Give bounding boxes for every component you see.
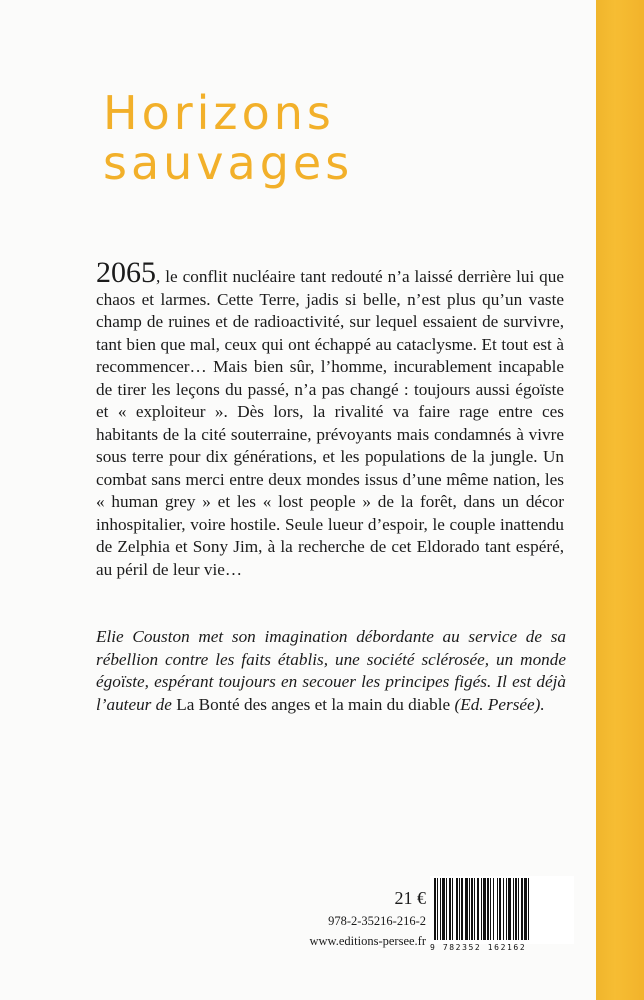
barcode-bar — [515, 878, 517, 940]
barcode-bar — [434, 878, 436, 940]
title-line-2: sauvages — [103, 136, 354, 190]
synopsis-year: 2065 — [96, 256, 156, 289]
barcode-bar — [469, 878, 470, 940]
barcode-bar — [521, 878, 523, 940]
barcode-bar — [499, 878, 501, 940]
barcode-bar — [471, 878, 473, 940]
publisher-note: (Ed. Persée). — [450, 694, 545, 714]
barcode-bar — [440, 878, 441, 940]
barcode-bar — [474, 878, 475, 940]
title-line-1: Horizons — [103, 86, 335, 140]
spine-stripe — [596, 0, 644, 1000]
back-matter — [309, 887, 426, 951]
author-note-text: Elie Couston met son imagination débordante au service de sa rébellion contre les faits établis, une société sclérosée, un monde égoïste, espérant toujours en secouer les principes figés. Il est déjà l’auteur de — [96, 627, 566, 714]
barcode-bar — [513, 878, 514, 940]
barcode-bar — [481, 878, 482, 940]
barcode-bar — [503, 878, 504, 940]
barcode-bar — [508, 878, 511, 940]
synopsis-text: , le conflit nucléaire tant redouté n’a laissé derrière lui que chaos et larmes. Cette Terre, jadis si belle, n’est plus qu’un vaste champ de ruines et de radioactivité, sur lequel essaient de survivre, tant bien que mal, ceux qui ont échappé au cataclysme. Et tout est à recommencer… Mais bien sûr, l’homme, incurablement incapable de tirer les leçons du passé, n’a pas changé : toujours aussi égoïste et « exploiteur ». Dès lors, la rivalité va faire rage entre ces habitants de la cité souterraine, prévoyants mais condamnés à vivre sous terre pour dix générations, et les populations de la jungle. Un combat sans merci entre deux mondes issus d’une même nation, les « human grey » et les « lost people » de la forêt, dans un décor inhospitalier, voire hostile. Seule lueur d’espoir, le couple inattendu de Zelphia et Sony Jim, à la recherche de cet Eldorado tant espéré, au péril de leur vie… — [96, 267, 564, 579]
barcode-bar — [477, 878, 479, 940]
barcode-bar — [497, 878, 498, 940]
barcode-bar — [449, 878, 451, 940]
previous-book-title: La Bonté des anges et la main du diable — [176, 694, 451, 714]
barcode-bar — [442, 878, 445, 940]
barcode-bar — [465, 878, 468, 940]
book-title — [103, 86, 523, 190]
barcode-bar — [524, 878, 527, 940]
barcode-bar — [483, 878, 486, 940]
isbn: 978-2-35216-216-2 — [328, 914, 426, 928]
barcode-bar — [456, 878, 458, 940]
barcode-bar — [452, 878, 453, 940]
price: 21 € — [394, 888, 426, 908]
barcode-bar — [459, 878, 460, 940]
barcode-bar — [506, 878, 507, 940]
author-note — [96, 626, 566, 716]
synopsis — [96, 256, 564, 581]
barcode-bar — [528, 878, 529, 940]
barcode-bar — [490, 878, 491, 940]
barcode-bar — [446, 878, 447, 940]
barcode-bar — [487, 878, 489, 940]
barcode-bar — [437, 878, 438, 940]
publisher-website: www.editions-persee.fr — [309, 934, 426, 948]
barcode-bars — [430, 876, 574, 944]
barcode-bar — [461, 878, 463, 940]
barcode-digits: 9 782352 162162 — [430, 943, 527, 952]
barcode-bar — [518, 878, 519, 940]
barcode — [430, 876, 574, 944]
barcode-bar — [493, 878, 494, 940]
